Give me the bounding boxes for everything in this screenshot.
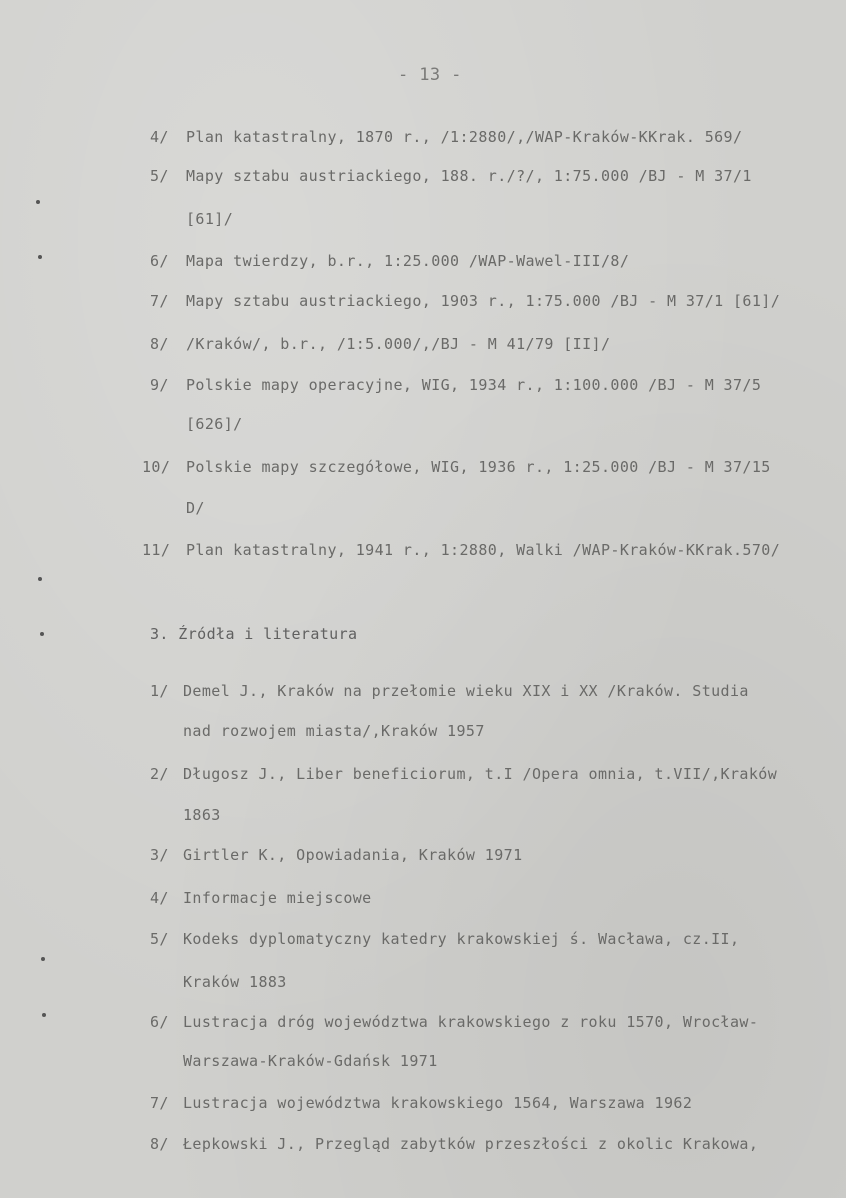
list-item-text: Łepkowski J., Przegląd zabytków przeszłości z okolic Krakowa, [183,1135,759,1153]
list-number: 6/ [150,252,169,270]
list-item-continuation: [626]/ [186,415,243,433]
list-number: 9/ [150,376,169,394]
list-item-text: Mapy sztabu austriackiego, 1903 r., 1:75.000 /BJ - M 37/1 [61]/ [186,292,781,310]
list-number: 7/ [150,1094,169,1112]
list-item-text: Informacje miejscowe [183,889,372,907]
list-item-continuation: [61]/ [186,210,234,228]
list-item-text: Polskie mapy szczegółowe, WIG, 1936 r., 1:25.000 /BJ - M 37/15 [186,458,771,476]
margin-mark [38,255,42,259]
margin-mark [42,1013,46,1017]
list-item-continuation: D/ [186,499,205,517]
list-number: 1/ [150,682,169,700]
section-heading: 3. Źródła i literatura [150,625,358,643]
margin-mark [40,632,44,636]
list-item-text: Mapa twierdzy, b.r., 1:25.000 /WAP-Wawel-III/8/ [186,252,630,270]
list-item-text: Girtler K., Opowiadania, Kraków 1971 [183,846,523,864]
list-number: 10/ [142,458,171,476]
list-item-text: Mapy sztabu austriackiego, 188. r./?/, 1:75.000 /BJ - M 37/1 [186,167,752,185]
list-item-continuation: 1863 [183,806,221,824]
list-item-text: Plan katastralny, 1870 r., /1:2880/,/WAP-Kraków-KKrak. 569/ [186,128,743,146]
list-number: 2/ [150,765,169,783]
list-number: 11/ [142,541,171,559]
list-item-text: Kodeks dyplomatyczny katedry krakowskiej ś. Wacława, cz.II, [183,930,740,948]
list-item-continuation: nad rozwojem miasta/,Kraków 1957 [183,722,485,740]
list-number: 4/ [150,889,169,907]
list-item-continuation: Kraków 1883 [183,973,287,991]
list-number: 5/ [150,167,169,185]
list-number: 7/ [150,292,169,310]
margin-mark [38,577,42,581]
list-number: 6/ [150,1013,169,1031]
page-number: - 13 - [398,65,462,85]
list-item-text: Długosz J., Liber beneficiorum, t.I /Opera omnia, t.VII/,Kraków [183,765,778,783]
list-item-text: /Kraków/, b.r., /1:5.000/,/BJ - M 41/79 [II]/ [186,335,611,353]
margin-mark [41,957,45,961]
list-item-text: Demel J., Kraków na przełomie wieku XIX i XX /Kraków. Studia [183,682,749,700]
list-number: 3/ [150,846,169,864]
list-number: 8/ [150,1135,169,1153]
list-number: 5/ [150,930,169,948]
list-item-text: Plan katastralny, 1941 r., 1:2880, Walki /WAP-Kraków-KKrak.570/ [186,541,781,559]
list-item-text: Lustracja województwa krakowskiego 1564, Warszawa 1962 [183,1094,693,1112]
list-number: 8/ [150,335,169,353]
list-item-text: Polskie mapy operacyjne, WIG, 1934 r., 1:100.000 /BJ - M 37/5 [186,376,762,394]
list-number: 4/ [150,128,169,146]
list-item-continuation: Warszawa-Kraków-Gdańsk 1971 [183,1052,438,1070]
list-item-text: Lustracja dróg województwa krakowskiego z roku 1570, Wrocław- [183,1013,759,1031]
margin-mark [36,200,40,204]
